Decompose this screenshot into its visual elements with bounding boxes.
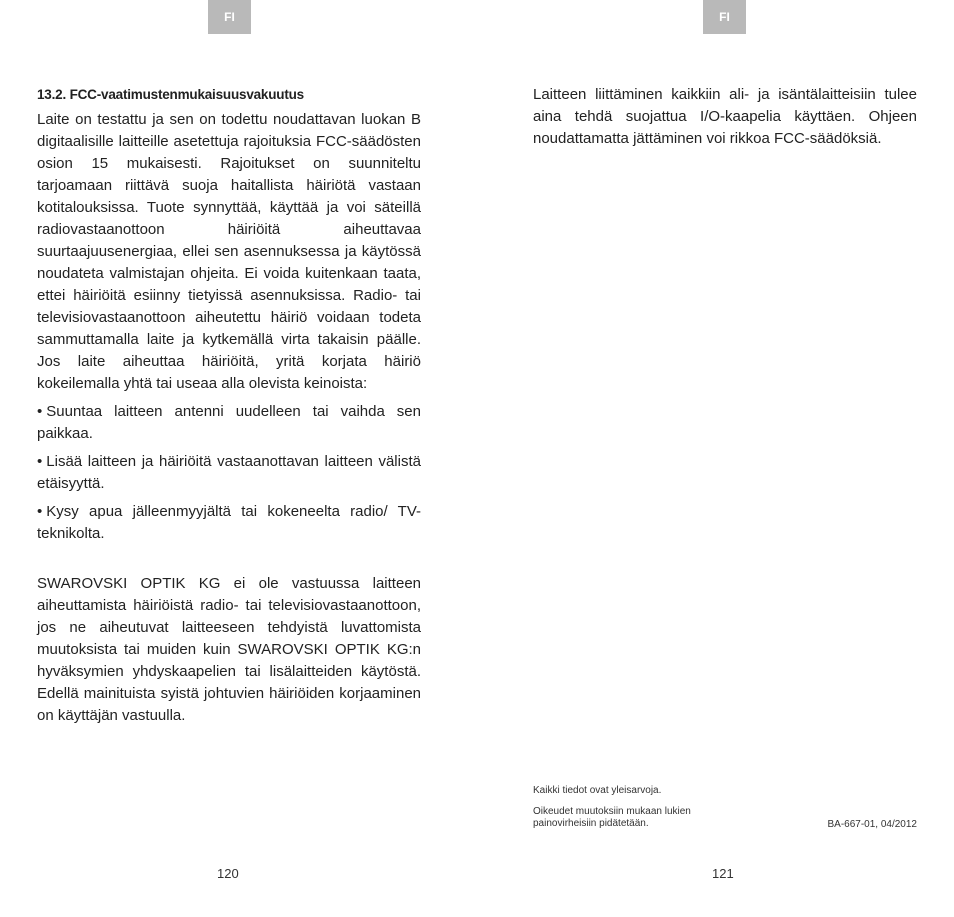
page-number-left: 120 [217, 866, 239, 881]
fcc-intro-paragraph: Laite on testattu ja sen on todettu noudattavan luokan B digitaalisille laitteille asetettuja rajoituksia FCC-säädösten osion 15 mukaisesti. Rajoitukset on suunniteltu tarjoamaan riittävä suoja haitallista häiriötä vastaan kotitalouksissa. Tuote synnyttää, käyttää ja voi säteillä radiovastaanottoon häiriöitä aiheuttavaa suurtaajuusenergiaa, ellei sen asennuksessa ja käytössä noudateta valmistajan ohjeita. Ei voida kuitenkaan taata, ettei häiriöitä esiinny tietyissä asennuksissa. Radio- tai televisiovastaanottoon aiheutettu häiriö voidaan todeta sammuttamalla laite ja kytkemällä virta takaisin päälle. Jos laite aiheuttaa häiriöitä, yritä korjata häiriö kokeilemalla yhtä tai useaa alla olevista keinoista: [37, 111, 421, 392]
language-tab-right: FI [703, 0, 746, 34]
bullet-item [37, 501, 421, 545]
bullet-mark: • [37, 453, 43, 470]
section-heading: 13.2. FCC-vaatimustenmukaisuusvakuutus [37, 87, 304, 102]
document-reference: BA-667-01, 04/2012 [827, 819, 917, 830]
rights-note [533, 806, 753, 830]
bullet-item [37, 401, 421, 445]
cable-paragraph: Laitteen liittäminen kaikkiin ali- ja isäntälaitteisiin tulee aina tehdä suojattua I/O-kaapelia käyttäen. Ohjeen noudattamatta jättäminen voi rikkoa FCC-säädöksiä. [533, 86, 917, 147]
liability-paragraph: SWAROVSKI OPTIK KG ei ole vastuussa laitteen aiheuttamista häiriöistä radio- tai televisiovastaanottoon, jos ne aiheutuvat laitteeseen tehdyistä luvattomista muutoksista tai muiden kuin SWAROVSKI OPTIK KG:n hyväksymien yhdyskaapelien tai lisälaitteiden käytöstä. Edellä mainituista syistä johtuvien häiriöiden korjaaminen on käyttäjän vastuulla. [37, 575, 421, 724]
bullet-text: Kysy apua jälleenmyyjältä tai kokeneelta radio/ TV-teknikolta. [37, 503, 421, 542]
bullet-item [37, 451, 421, 495]
page-number-right: 121 [712, 866, 734, 881]
bullet-text: Suuntaa laitteen antenni uudelleen tai vaihda sen paikkaa. [37, 403, 421, 442]
rights-note-line: painovirheisiin pidätetään. [533, 818, 649, 829]
bullet-text: Lisää laitteen ja häiriöitä vastaanottavan laitteen välistä etäisyyttä. [37, 453, 421, 492]
general-values-note: Kaikki tiedot ovat yleisarvoja. [533, 785, 662, 796]
right-page-column [533, 84, 917, 150]
language-tab-left: FI [208, 0, 251, 34]
bullet-mark: • [37, 503, 43, 520]
bullet-mark: • [37, 403, 43, 420]
rights-note-line: Oikeudet muutoksiin mukaan lukien [533, 806, 691, 817]
left-page-column [37, 85, 421, 727]
